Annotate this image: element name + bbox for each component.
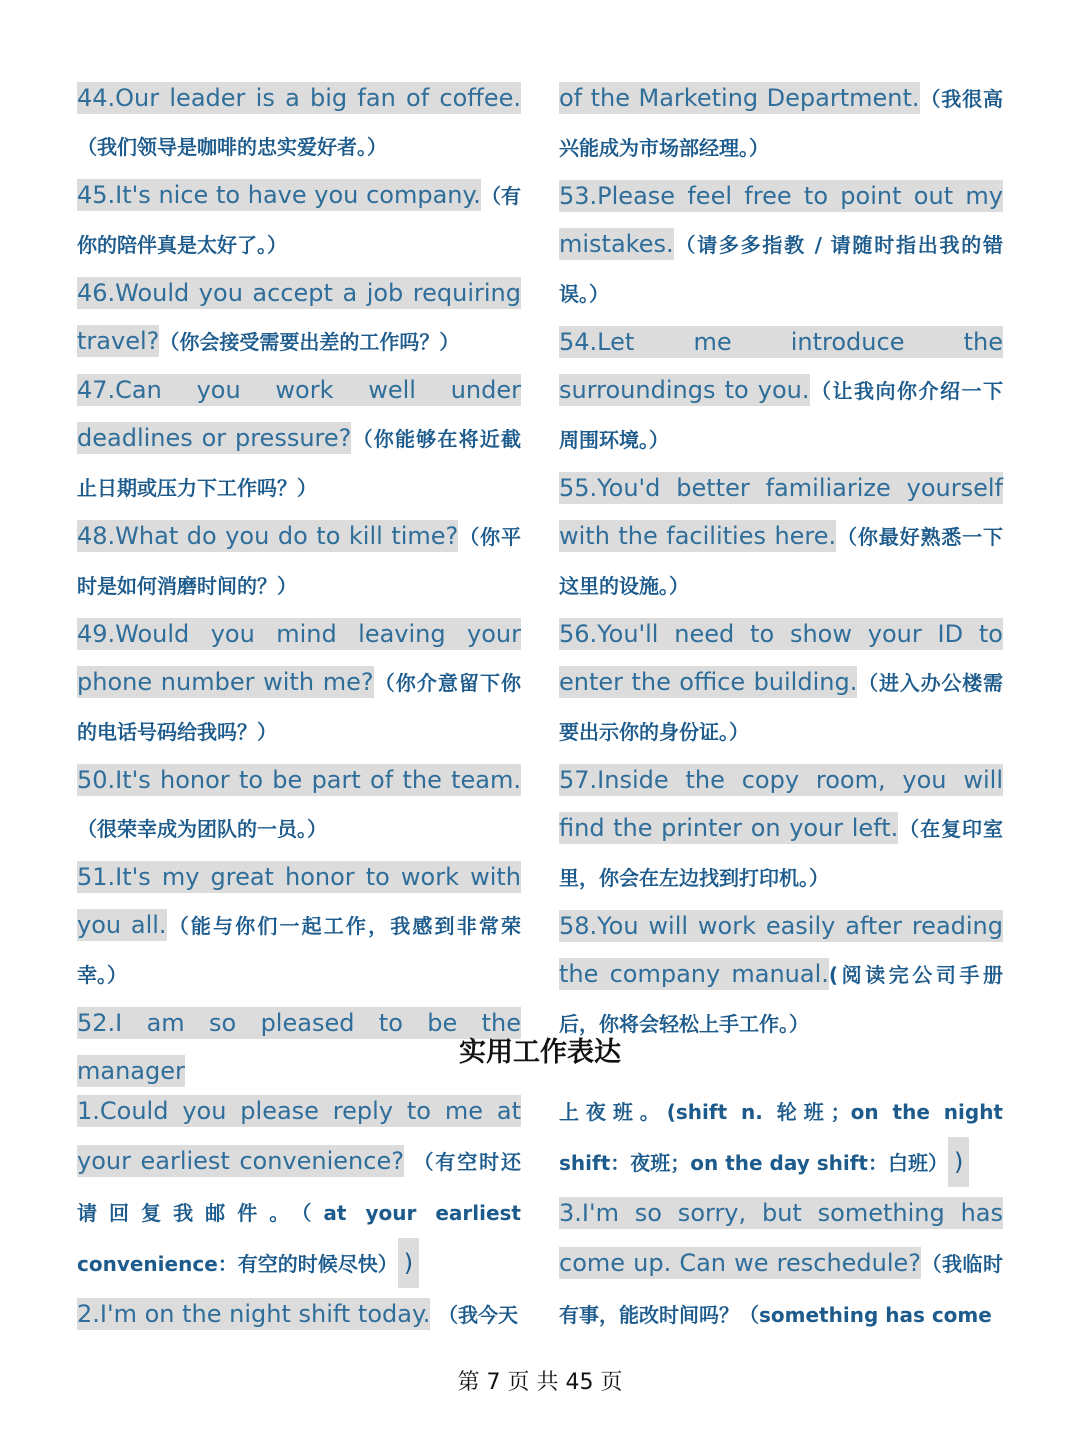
phrase-entry — [77, 366, 521, 512]
chinese-translation: （在复印室里，你会在左边找到打印机。） — [559, 817, 1003, 890]
phrase-entry — [559, 1086, 1003, 1188]
phrase-entry — [77, 74, 521, 171]
english-phrase: 49.Would you mind leaving your phone number with me? — [77, 620, 521, 696]
phrase-entry — [559, 902, 1003, 1048]
right-column — [559, 74, 1003, 1048]
chinese-translation: （我今天 — [438, 1303, 519, 1327]
page-footer: 第 7 页 共 45 页 — [457, 1370, 623, 1395]
english-phrase: 52.I am so pleased to be the manager — [77, 1009, 521, 1085]
chinese-translation: （能与你们一起工作，我感到非常荣幸。） — [77, 914, 522, 987]
english-phrase: 55.You'd better familiarize yourself with the facilities here. — [559, 474, 1003, 550]
english-phrase: 2.I'm on the night shift today. — [77, 1300, 431, 1328]
english-phrase: 46.Would you accept a job requiring travel? — [77, 279, 521, 355]
chinese-translation: （让我向你介绍一下周围环境。） — [559, 379, 1003, 452]
english-phrase: 44.Our leader is a big fan of coffee. — [77, 84, 521, 112]
bottom-right-column — [559, 1086, 1003, 1340]
chinese-translation: （你平时是如何消磨时间的？） — [77, 525, 522, 598]
chinese-translation: （你能够在将近截止日期或压力下工作吗？） — [77, 427, 521, 500]
chinese-translation: （你会接受需要出差的工作吗？） — [159, 330, 460, 354]
english-phrase: 3.I'm so sorry, but something has come up. Can we reschedule? — [559, 1199, 1003, 1277]
english-phrase: 1.Could you please reply to me at your earliest convenience? — [77, 1097, 521, 1175]
phrase-entry — [559, 172, 1003, 318]
english-phrase: 48.What do you do to kill time? — [77, 522, 459, 550]
english-phrase: 51.It's my great honor to work with you all. — [77, 863, 521, 939]
english-phrase: 45.It's nice to have you company. — [77, 181, 481, 209]
english-phrase: 56.You'll need to show your ID to enter the office building. — [559, 620, 1003, 696]
left-column — [77, 74, 521, 1096]
chinese-translation: (阅读完公司手册后，你将会轻松上手工作。） — [559, 963, 1003, 1036]
phrase-entry — [77, 1289, 521, 1340]
phrase-entry — [77, 1086, 521, 1289]
closing-paren: ) — [948, 1137, 969, 1187]
section-title: 实用工作表达 — [459, 1037, 621, 1068]
phrase-entry — [77, 512, 521, 610]
chinese-translation: 上夜班。(shift n. 轮班；on the night shift：夜班；on the day shift：白班） — [559, 1100, 1003, 1175]
phrase-entry — [559, 464, 1003, 610]
chinese-translation: （我临时有事，能改时间吗？（something has come — [559, 1252, 1003, 1327]
chinese-translation: （请多多指教 / 请随时指出我的错误。） — [559, 233, 1003, 306]
phrase-entry — [559, 74, 1003, 172]
phrase-entry — [77, 853, 521, 999]
chinese-translation: （我很高兴能成为市场部经理。） — [559, 87, 1003, 160]
english-phrase: 53.Please feel free to point out my mistakes. — [559, 182, 1003, 258]
chinese-translation: （很荣幸成为团队的一员。） — [77, 817, 327, 841]
chinese-translation: （我们领导是咖啡的忠实爱好者。） — [77, 135, 387, 159]
closing-paren: ) — [398, 1238, 419, 1288]
chinese-translation: （你最好熟悉一下这里的设施。） — [559, 525, 1004, 598]
phrase-entry — [559, 1188, 1003, 1340]
phrase-entry — [77, 756, 521, 853]
phrase-entry — [559, 318, 1003, 464]
chinese-translation: （有空时还请回复我邮件。（at your earliest convenience：有空的时候尽快） — [77, 1150, 521, 1276]
english-phrase: of the Marketing Department. — [559, 84, 920, 112]
english-phrase: 50.It's honor to be part of the team. — [77, 766, 521, 794]
english-phrase: 57.Inside the copy room, you will find the printer on your left. — [559, 766, 1003, 842]
english-phrase: 54.Let me introduce the surroundings to you. — [559, 328, 1003, 404]
english-phrase: 58.You will work easily after reading the company manual. — [559, 912, 1003, 988]
phrase-entry — [559, 756, 1003, 902]
chinese-translation: （你介意留下你的电话号码给我吗？） — [77, 671, 521, 744]
chinese-translation: （有你的陪伴真是太好了。） — [77, 184, 522, 257]
phrase-entry — [77, 269, 521, 366]
phrase-entry — [559, 610, 1003, 756]
phrase-entry — [77, 610, 521, 756]
phrase-entry — [77, 171, 521, 269]
bottom-left-column — [77, 1086, 521, 1340]
english-phrase: 47.Can you work well under deadlines or pressure? — [77, 376, 521, 452]
chinese-translation: （进入办公楼需要出示你的身份证。） — [559, 671, 1003, 744]
